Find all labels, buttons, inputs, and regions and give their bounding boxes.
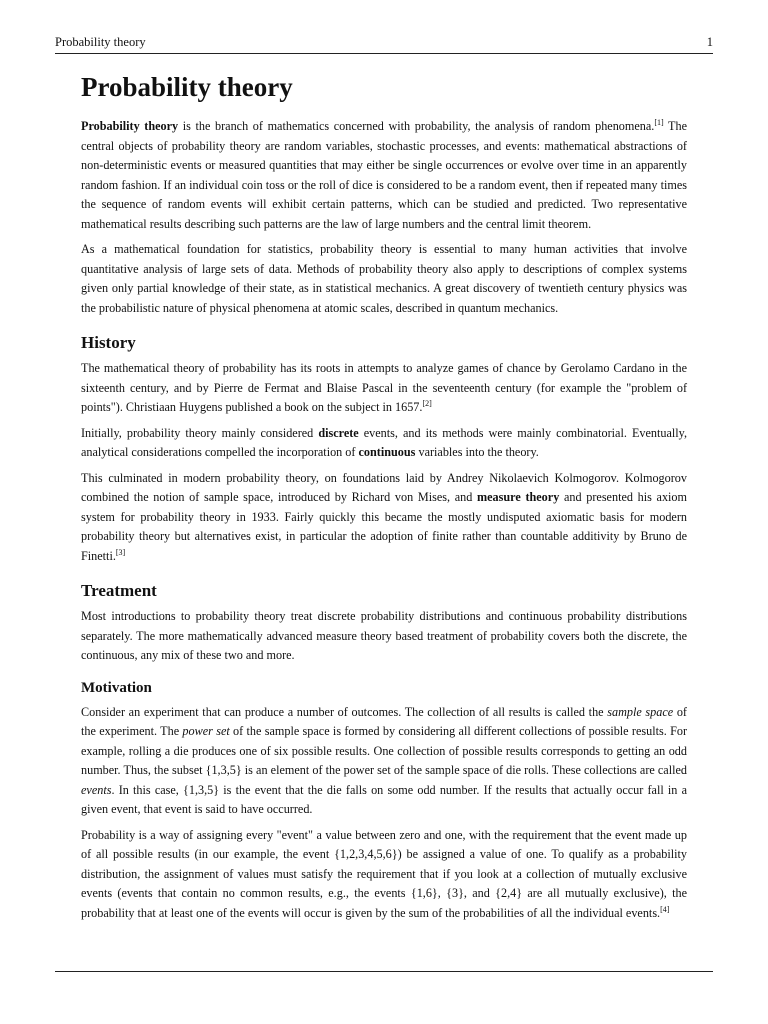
motivation-p1-b: of the experiment. The (81, 704, 687, 738)
citation-3[interactable]: [3] (115, 547, 126, 557)
history-p2-c: variables into the theory. (415, 445, 539, 459)
history-p2-a: Initially, probability theory mainly considered (81, 425, 319, 440)
history-p3-b: and presented his axiom system for probability theory in 1933. Fairly quickly this became the mostly undisputed axiomatic basis for modern probability theory but alternatives exist, in particular the adoption of finite rather than countable additivity by Bruno de Finetti. (81, 490, 688, 563)
citation-4[interactable]: [4] (660, 904, 670, 914)
treatment-paragraph-1: Most introductions to probability theory treat discrete probability distributions and continuous probability distributions separately. The more mathematically advanced measure theory based treatment of probability covers both the discrete, the continuous, any mix of these two and more. (81, 609, 687, 662)
term-sample-space: sample space (607, 704, 674, 719)
section-heading-history: History (81, 333, 136, 352)
section-heading-treatment: Treatment (81, 581, 157, 600)
motivation-paragraph-1 (81, 703, 687, 820)
running-header-title: Probability theory (55, 35, 146, 49)
article-body (81, 70, 687, 929)
page-number: 1 (706, 35, 713, 49)
history-p2-b: events, and its methods were mainly combinatorial. Eventually, analytical considerations compelled the incorporation of (81, 425, 687, 459)
history-paragraph-2 (81, 424, 687, 463)
footer-divider (55, 971, 713, 972)
term-continuous: continuous (358, 445, 416, 459)
intro-paragraph-2: As a mathematical foundation for statistics, probability theory is essential to many human activities that involve quantitative analysis of large sets of data. Methods of probability theory also apply to descriptions of complex systems given only partial knowledge of their state, as in statistical mechanics. A great discovery of twentieth century physics was the probabilistic nature of physical phenomena at atomic scales, described in quantum mechanics. (81, 242, 687, 315)
motivation-p1-c: of the sample space is formed by considering all different collections of possible results. For example, rolling a die produces one of six possible results. One collection of possible results corresponds to getting an odd number. Thus, the subset {1,3,5} is an element of the power set of the sample space of die rolls. These collections are called (81, 724, 688, 777)
term-events: events (81, 782, 112, 797)
citation-1[interactable]: [1] (654, 118, 664, 127)
term-power-set: power set (182, 724, 230, 738)
intro-text-cont: The central objects of probability theory are random variables, stochastic processes, and events: mathematical abstractions of non-deterministic events or measured quantities that may either be single occurrences or evolve over time in an apparently random fashion. If an individual coin toss or the roll of dice is considered to be a random event, then if repeated many times the sequence of random events will exhibit certain patterns, which can be studied and predicted. Two representative mathematical results describing such patterns are the law of large numbers and the central limit theorem. (81, 119, 688, 231)
history-p3-a: This culminated in modern probability theory, on foundations laid by Andrey Nikolaevich Kolmogorov. Kolmogorov combined the notion of sample space, introduced by Richard von Mises, and (81, 470, 687, 504)
history-paragraph-3 (81, 469, 687, 567)
history-paragraph-1 (81, 359, 687, 418)
term-measure-theory: measure theory (476, 490, 560, 504)
motivation-p2-text: Probability is a way of assigning every "event" a value between zero and one, with the requirement that the event made up of all possible results (in our example, the event {1,2,3,4,5,6}) be assigned a value of one. To qualify as a probability distribution, the assignment of values must satisfy the requirement that if you look at a collection of mutually exclusive events (events that contain no common results, e.g., the events {1,6}, {3}, and {2,4} are all mutually exclusive), the probability that at least one of the events will occur is given by the sum of the probabilities of all the individual events. (81, 827, 687, 920)
motivation-paragraph-2 (81, 826, 687, 924)
subsection-heading-motivation: Motivation (81, 679, 152, 696)
running-header (55, 33, 713, 51)
citation-2[interactable]: [2] (422, 399, 432, 408)
header-divider (55, 53, 713, 54)
history-p1-text: The mathematical theory of probability has its roots in attempts to analyze games of chance by Gerolamo Cardano in the sixteenth century, and by Pierre de Fermat and Blaise Pascal in the seventeenth century (for example the "problem of points"). Christiaan Huygens published a book on the subject in 1657. (81, 361, 687, 414)
motivation-p1-d: . In this case, {1,3,5} is the event that the die falls on some odd number. If the results that actually occur fall in a given event, that event is said to have occurred. (81, 782, 687, 816)
intro-text: is the branch of mathematics concerned with probability, the analysis of random phenomena. (178, 119, 655, 133)
page-title: Probability theory (81, 72, 293, 102)
motivation-p1-a: Consider an experiment that can produce a number of outcomes. The collection of all results is called the (81, 704, 608, 719)
intro-term: Probability theory (81, 119, 179, 133)
term-discrete: discrete (318, 425, 359, 440)
intro-paragraph-1 (81, 117, 687, 234)
